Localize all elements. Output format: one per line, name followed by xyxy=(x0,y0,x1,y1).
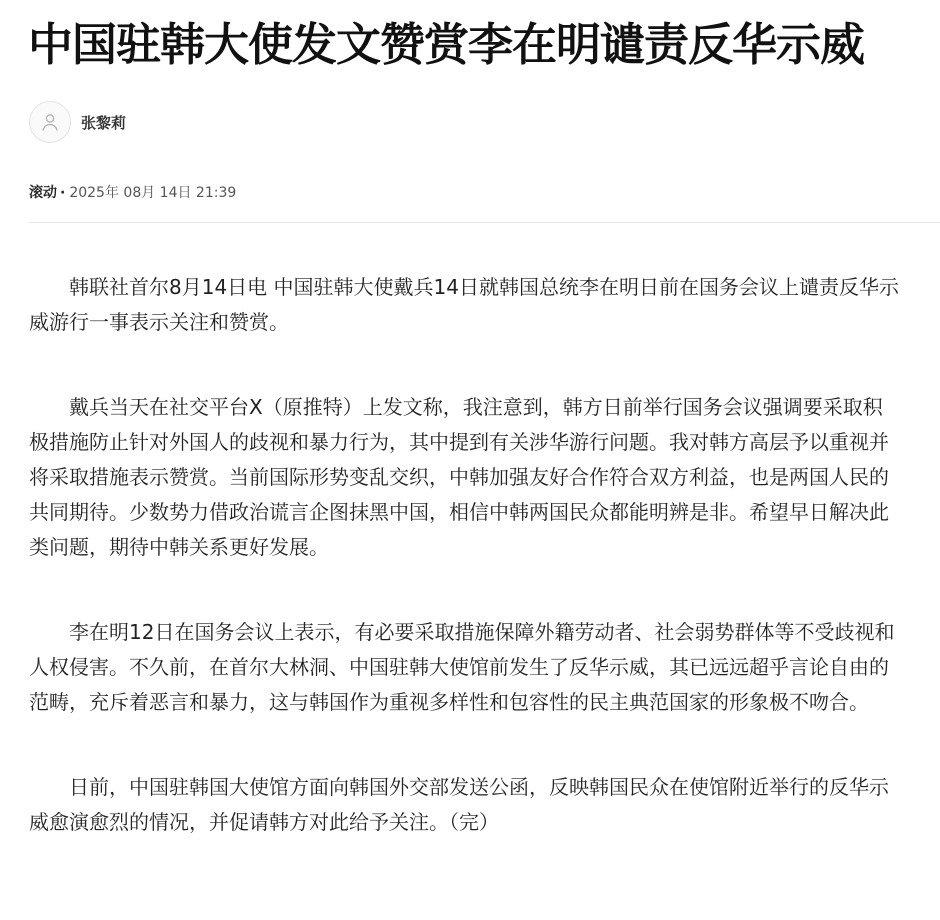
article-body xyxy=(29,270,899,890)
avatar[interactable] xyxy=(29,101,71,143)
user-outline-icon xyxy=(39,111,61,133)
meta-separator: · xyxy=(60,185,66,201)
article-paragraph: 李在明12日在国务会议上表示，有必要采取措施保障外籍劳动者、社会弱势群体等不受歧视和人权侵害。不久前，在首尔大林洞、中国驻韩大使馆前发生了反华示威，其已远远超乎言论自由的范畴，充斥着恶言和暴力，这与韩国作为重视多样性和包容性的民主典范国家的形象极不吻合。 xyxy=(29,620,895,714)
article-paragraph: 日前，中国驻韩国大使馆方面向韩国外交部发送公函，反映韩国民众在使馆附近举行的反华示威愈演愈烈的情况，并促请韩方对此给予关注。（完） xyxy=(29,775,889,834)
channel-label[interactable]: 滚动 xyxy=(29,185,57,201)
author-name[interactable]: 张黎莉 xyxy=(81,113,127,132)
divider xyxy=(29,222,940,223)
author-info xyxy=(29,100,126,144)
publish-datetime: 2025年 08月 14日 21:39 xyxy=(69,185,237,201)
article-title: 中国驻韩大使发文赞赏李在明谴责反华示威 xyxy=(28,18,865,71)
article-paragraph: 韩联社首尔8月14日电 中国驻韩大使戴兵14日就韩国总统李在明日前在国务会议上谴责反华示威游行一事表示关注和赞赏。 xyxy=(29,275,899,334)
article-meta xyxy=(29,182,236,202)
article-paragraph: 戴兵当天在社交平台X（原推特）上发文称，我注意到，韩方日前举行国务会议强调要采取积极措施防止针对外国人的歧视和暴力行为，其中提到有关涉华游行问题。我对韩方高层予以重视并将采取措施表示赞赏。当前国际形势变乱交织，中韩加强友好合作符合双方利益，也是两国人民的共同期待。少数势力借政治谎言企图抹黑中国，相信中韩两国民众都能明辨是非。希望早日解决此类问题，期待中韩关系更好发展。 xyxy=(29,395,889,559)
